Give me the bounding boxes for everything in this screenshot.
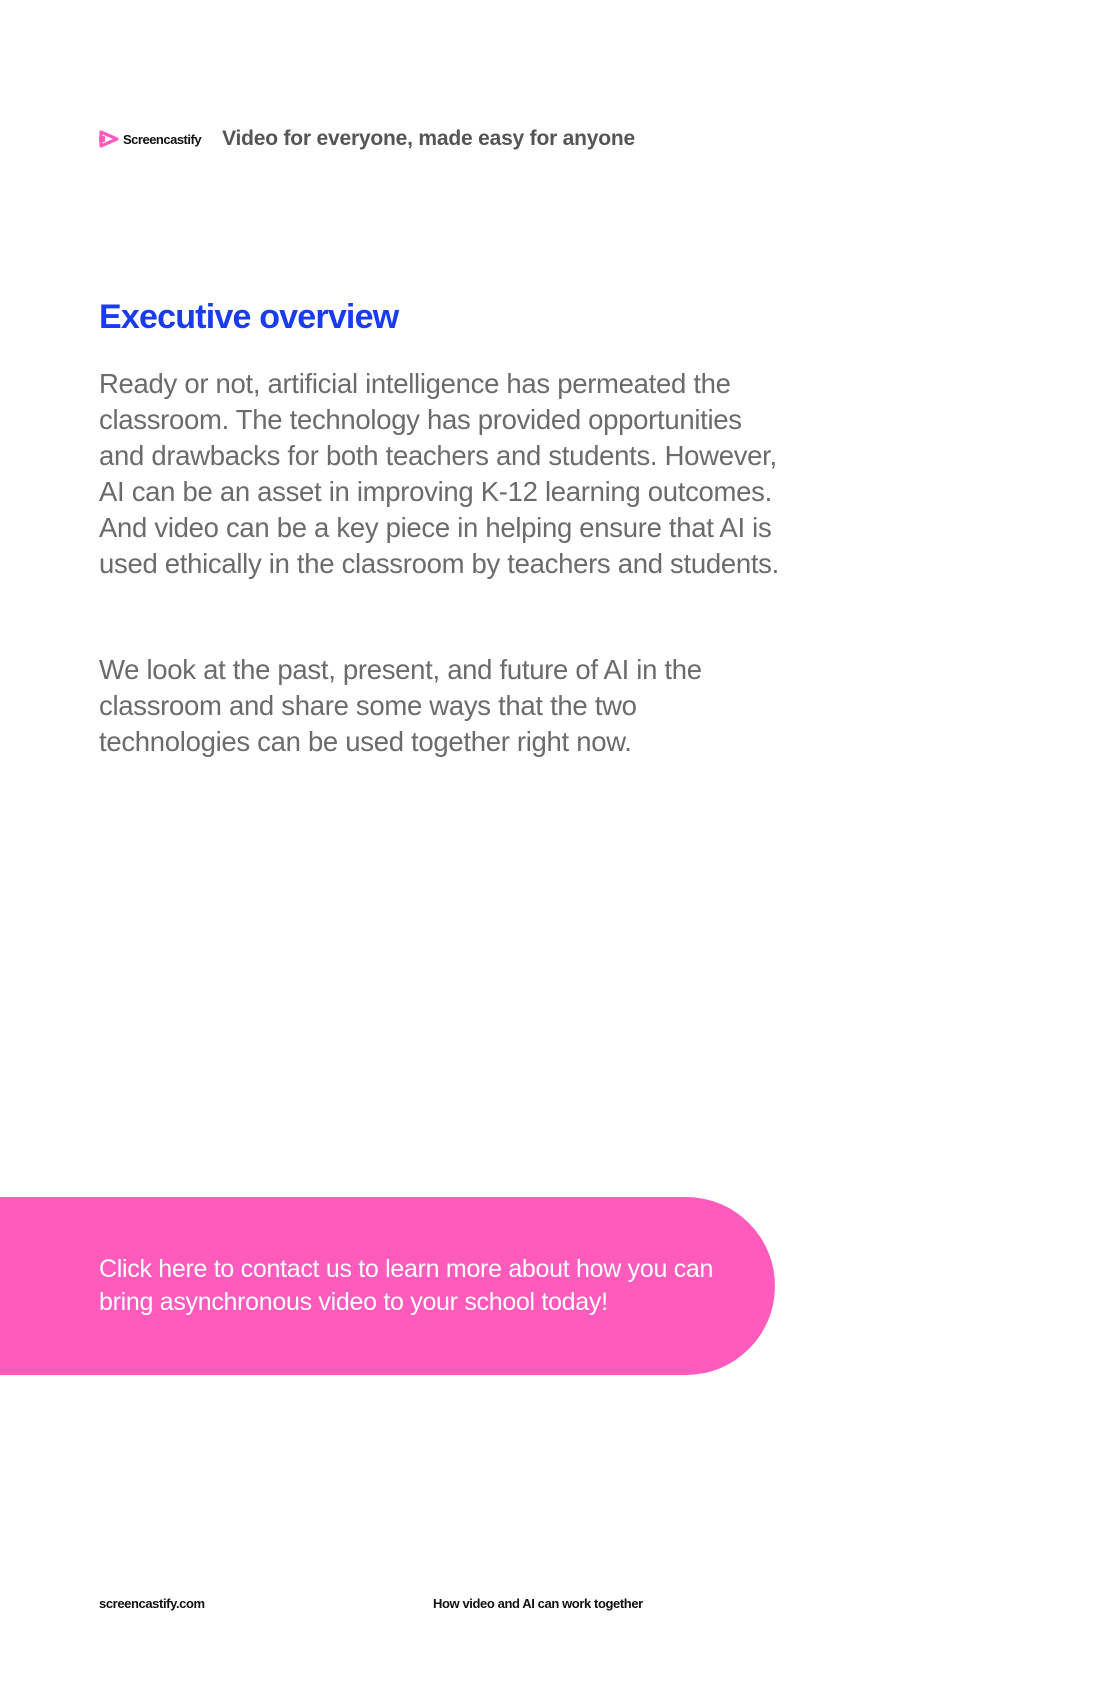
footer-website: screencastify.com [99, 1596, 205, 1611]
overview-paragraph-2: We look at the past, present, and future of AI in the classroom and share some ways that the two technologies can be used together right now. [99, 654, 702, 757]
logo-wordmark: Screencastify [123, 131, 202, 147]
footer-document-title: How video and AI can work together [433, 1596, 643, 1611]
screencastify-play-icon [99, 130, 121, 148]
page-title: Executive overview [99, 298, 399, 336]
header [99, 126, 635, 152]
contact-cta-banner[interactable] [0, 1197, 775, 1375]
logo[interactable] [99, 130, 201, 148]
tagline: Video for everyone, made easy for anyone [222, 127, 636, 150]
contact-cta-text[interactable]: Click here to contact us to learn more about how you can bring asynchronous video to your school today! [99, 1255, 714, 1316]
overview-paragraph-1: Ready or not, artificial intelligence has permeated the classroom. The technology has provided opportunities and drawbacks for both teachers and students. However, AI can be an asset in improving K-12 learning outcomes. And video can be a key piece in helping ensure that AI is used ethically in the classroom by teachers and students. [99, 368, 779, 579]
